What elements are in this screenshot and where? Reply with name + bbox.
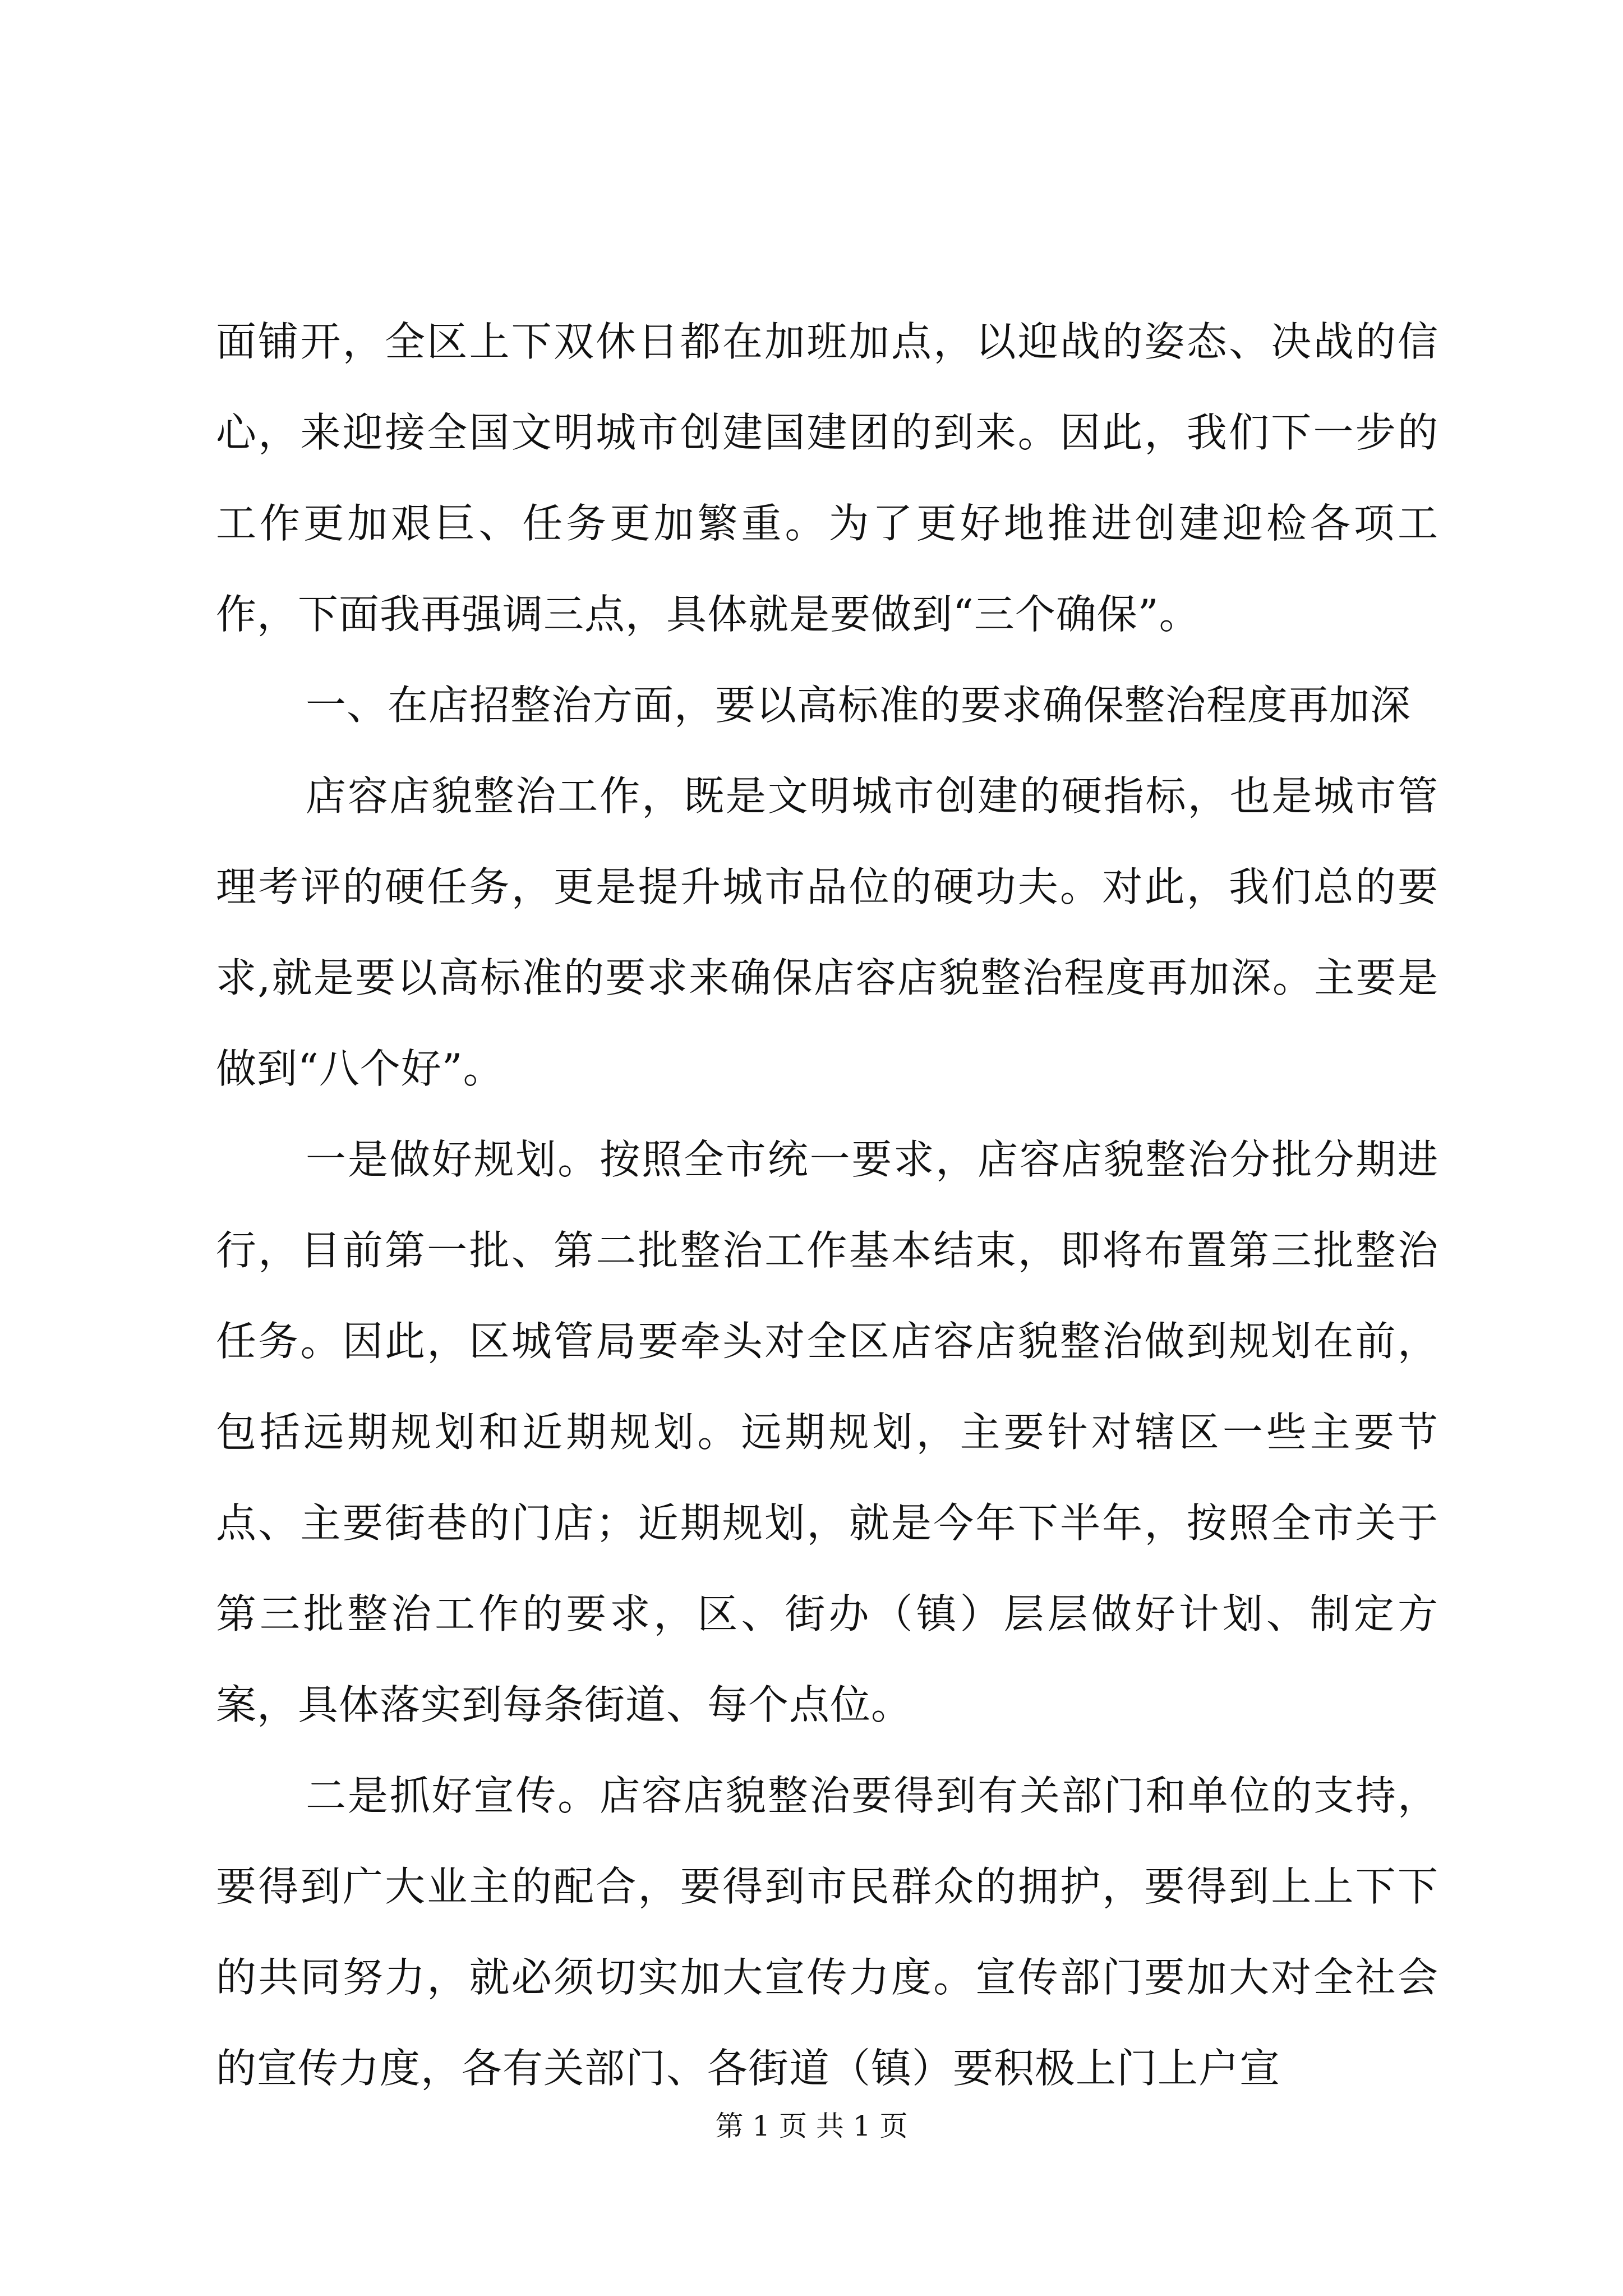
paragraph-4: 二是抓好宣传。店容店貌整治要得到有关部门和单位的支持，要得到广大业主的配合，要得到市民群众的拥护，要得到上上下下的共同努力，就必须切实加大宣传力度。宣传部门要加大对全社会的宣传力度，各有关部门、各街道（镇）要积极上门上户宣 — [216, 1772, 1438, 2092]
paragraph-3: 一是做好规划。按照全市统一要求，店容店貌整治分批分期进行，目前第一批、第二批整治工作基本结束，即将布置第三批整治任务。因此，区城管局要牵头对全区店容店貌整治做到规划在前，包括远期规划和近期规划。远期规划，主要针对辖区一些主要节点、主要街巷的门店；近期规划，就是今年下半年，按照全市关于第三批整治工作的要求，区、街办（镇）层层做好计划、制定方案，具体落实到每条街道、每个点位。 — [216, 1136, 1438, 1728]
page-footer: 第 1 页 共 1 页 — [715, 2110, 908, 2142]
paragraph-1: 面铺开，全区上下双休日都在加班加点，以迎战的姿态、决战的信心，来迎接全国文明城市创建国建团的到来。因此，我们下一步的工作更加艰巨、任务更加繁重。为了更好地推进创建迎检各项工作，下面我再强调三点，具体就是要做到“三个确保”。 — [216, 318, 1438, 638]
section-heading-1: 一、在店招整治方面，要以高标准的要求确保整治程度再加深 — [306, 682, 1412, 729]
document-body — [216, 296, 1438, 2114]
paragraph-2: 店容店貌整治工作，既是文明城市创建的硬指标，也是城市管理考评的硬任务，更是提升城市品位的硬功夫。对此，我们总的要求,就是要以高标准的要求来确保店容店貌整治程度再加深。主要是做到“八个好”。 — [216, 772, 1438, 1092]
